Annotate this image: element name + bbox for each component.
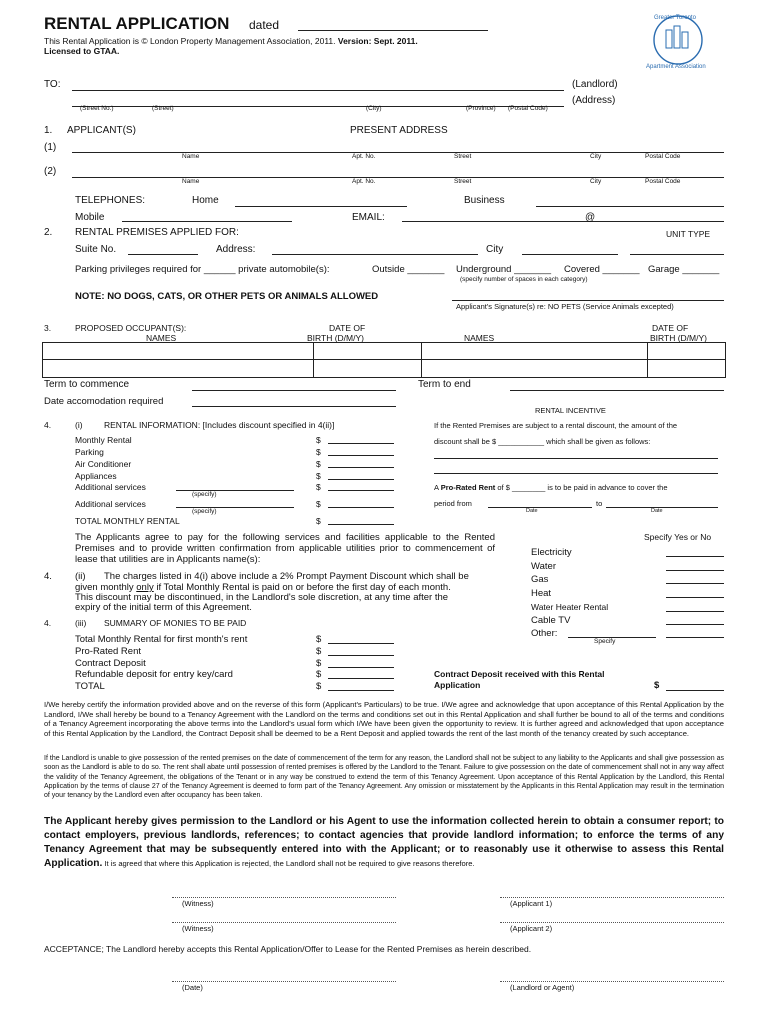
- prorated-field[interactable]: [328, 655, 394, 656]
- period-from-line[interactable]: [488, 507, 592, 508]
- applicant-2-line[interactable]: [72, 177, 724, 178]
- applicant-1-line[interactable]: [72, 152, 724, 153]
- service-heat: Heat: [531, 588, 552, 599]
- gtaa-logo-icon: [640, 10, 716, 70]
- date-label: (Date): [182, 983, 203, 992]
- permission-paragraph: [44, 814, 724, 870]
- key-deposit-field[interactable]: [328, 678, 394, 679]
- copyright-notice: This Rental Application is © London Property Management Association, 2011.: [44, 36, 336, 46]
- dollar-sign: $: [316, 634, 322, 645]
- occupants-names-right: NAMES: [464, 333, 495, 343]
- contract-deposit-field[interactable]: [328, 667, 394, 668]
- mobile-line[interactable]: [122, 221, 292, 222]
- email-line[interactable]: [402, 221, 724, 222]
- summary-row-label: TOTAL: [75, 681, 105, 692]
- occupants-dob1-right: DATE OF: [652, 323, 689, 333]
- summary-row-label: Contract Deposit: [75, 658, 146, 669]
- address-label: (Address): [572, 95, 616, 106]
- rental-info-sub: (i): [75, 420, 83, 430]
- service-cable: Cable TV: [531, 615, 571, 626]
- name-label-2: Name: [182, 178, 200, 185]
- other-specify-label: Specify: [594, 638, 616, 645]
- additional-services-2-field[interactable]: [328, 507, 394, 508]
- version-text: Version: Sept. 2011.: [337, 36, 418, 46]
- cable-field[interactable]: [666, 624, 724, 625]
- permission-normal: It is agreed that where this Application is rejected, the Landlord shall not be required to give reasons therefore.: [102, 859, 475, 868]
- possession-paragraph: If the Landlord is unable to give possession of the rented premises on the date of commencement of the term for any reason, the Landlord shall not be subject to any liability to the Applicants and shall give possession as soon as the Landlord is able to do so. The rent shall abate until possession of rented premises is offered by the Landlord to the Tenant. Failure to give possession on the date of commencement shall not in any way affect the validity of the Tenancy Agreement, the obligations of the Tenant or in any way be construed to extend the term of this Tenancy Agreement. Upon acceptance of this Rental Application by the Landlord, this Rental Application by the terms of clause 27 of the Tenancy Agreement is deemed to form part of the Tenancy Agreement. Any omission or misstatement by the Applicants in this Rental Application may result in the termination of your tenancy by the Landlord even after occupancy has been taken.: [44, 755, 724, 800]
- occupants-names-left: NAMES: [146, 333, 177, 343]
- rental-row-label: Additional services: [75, 482, 146, 492]
- incentive-line-2: discount shall be $ ___________ which shall be given as follows:: [434, 437, 651, 446]
- incentive-title: RENTAL INCENTIVE: [535, 406, 606, 415]
- discount-only: only: [136, 582, 154, 593]
- witness-2-label: (Witness): [182, 924, 214, 933]
- dated-line[interactable]: [298, 30, 488, 31]
- summary-title: SUMMARY OF MONIES TO BE PAID: [104, 618, 247, 628]
- discount-text-2a: given monthly: [75, 582, 137, 593]
- acceptance-text: ACCEPTANCE; The Landlord hereby accepts this Rental Application/Offer to Lease for the Rented Premises as herein described.: [44, 944, 532, 954]
- summary-row-label: Pro-Rated Rent: [75, 646, 142, 657]
- prorated-a: A: [434, 483, 439, 492]
- heat-field[interactable]: [666, 597, 724, 598]
- logo-text-bottom: Apartment Association: [646, 64, 706, 70]
- incentive-line-1: If the Rented Premises are subject to a rental discount, the amount of the: [434, 421, 678, 430]
- dollar-sign: $: [316, 482, 321, 492]
- term-end-label: Term to end: [418, 379, 471, 390]
- dated-label: dated: [249, 18, 280, 32]
- date-label-2: Date: [651, 508, 663, 514]
- specify-yes-no: Specify Yes or No: [644, 532, 712, 542]
- electricity-field[interactable]: [666, 556, 724, 557]
- term-end-line[interactable]: [510, 390, 724, 391]
- pets-signature-note: Applicant's Signature(s) re: NO PETS (Service Animals excepted): [456, 302, 674, 311]
- witness-2-line[interactable]: [172, 922, 396, 923]
- dollar-sign: $: [316, 516, 321, 526]
- street-label: (Street): [152, 105, 174, 112]
- landlord-signature-label: (Landlord or Agent): [510, 983, 575, 992]
- province-label: (Province): [466, 105, 496, 112]
- landlord-signature-line[interactable]: [500, 981, 724, 982]
- applicant-2-signature-line[interactable]: [500, 922, 724, 923]
- discount-sub: (ii): [75, 571, 86, 582]
- summary-num: 4.: [44, 618, 52, 628]
- specify-label-1: (specify): [192, 491, 217, 498]
- street-label-2: Street: [454, 178, 472, 185]
- dollar-sign: $: [316, 669, 322, 680]
- water-heater-field[interactable]: [666, 611, 724, 612]
- discount-text-2c: if Total Monthly Rental is paid on or before the first day of each month.: [153, 582, 451, 593]
- email-at: @: [585, 212, 596, 223]
- prorated-c: of $ ________ is to be paid in advance to cover the: [497, 483, 668, 492]
- water-field[interactable]: [666, 570, 724, 571]
- suite-line[interactable]: [128, 254, 198, 255]
- email-label: EMAIL:: [352, 212, 385, 223]
- logo-text-top: Greater Toronto: [654, 15, 696, 21]
- dollar-sign: $: [316, 447, 321, 457]
- suite-label: Suite No.: [75, 244, 117, 255]
- form-title: RENTAL APPLICATION: [44, 14, 230, 33]
- prorated-line: [434, 483, 668, 492]
- dollar-sign: $: [316, 459, 321, 469]
- occupants-table[interactable]: [42, 342, 726, 378]
- home-phone-line[interactable]: [235, 206, 407, 207]
- landlord-label: (Landlord): [572, 79, 618, 90]
- date-required-label: Date accomodation required: [44, 396, 164, 407]
- parking-field[interactable]: [328, 455, 394, 456]
- premises-num: 2.: [44, 227, 53, 238]
- landlord-line[interactable]: [72, 90, 564, 91]
- dollar-sign: $: [316, 471, 321, 481]
- underground-label: Underground _______: [456, 264, 552, 275]
- rental-row-label: Appliances: [75, 471, 117, 481]
- applicant-1-signature-line[interactable]: [500, 897, 724, 898]
- term-commence-line[interactable]: [192, 390, 396, 391]
- summary-sub: (iii): [75, 618, 87, 628]
- premises-city-line[interactable]: [522, 254, 618, 255]
- dollar-sign: $: [316, 435, 321, 445]
- first-month-field[interactable]: [328, 643, 394, 644]
- other-field[interactable]: [666, 637, 724, 638]
- parking-label: Parking privileges required for ______ private automobile(s):: [75, 264, 330, 275]
- applicants-num: 1.: [44, 125, 53, 136]
- rental-info-title: RENTAL INFORMATION: [Includes discount specified in 4(ii)]: [104, 420, 335, 430]
- licensed-text: Licensed to GTAA.: [44, 46, 120, 56]
- premises-title: RENTAL PREMISES APPLIED FOR:: [75, 227, 239, 238]
- air-conditioner-field[interactable]: [328, 467, 394, 468]
- witness-1-line[interactable]: [172, 897, 396, 898]
- additional-services-1-field[interactable]: [328, 490, 394, 491]
- occupants-dob2-right: BIRTH (D/M/Y): [650, 333, 707, 343]
- unit-type-label: UNIT TYPE: [666, 229, 711, 239]
- service-water-heater: Water Heater Rental: [531, 602, 609, 612]
- discount-num: 4.: [44, 571, 52, 582]
- deposit-received-label: Contract Deposit received with this Rental: [434, 669, 605, 679]
- services-paragraph: The Applicants agree to pay for the following services and facilities applicable to the Rented Premises and to provide written confirmation from applicable utilities prior to commencement of lease that utilities are in Applicants name(s):: [75, 532, 495, 565]
- street-no-label: (Street No.): [80, 105, 114, 112]
- table-divider: [313, 343, 314, 377]
- occupants-dob2-left: BIRTH (D/M/Y): [307, 333, 364, 343]
- rental-info-num: 4.: [44, 420, 52, 430]
- postal-label-1: Postal Code: [645, 153, 681, 160]
- premises-city-label: City: [486, 244, 504, 255]
- unit-type-line[interactable]: [630, 254, 724, 255]
- discount-text-4: expiry of the initial term of this Agreement.: [75, 602, 252, 613]
- date-required-line[interactable]: [192, 406, 396, 407]
- business-phone-line[interactable]: [536, 206, 724, 207]
- service-electricity: Electricity: [531, 547, 572, 558]
- total-monthly-field[interactable]: [328, 524, 394, 525]
- no-pets-note: NOTE: NO DOGS, CATS, OR OTHER PETS OR ANIMALS ALLOWED: [75, 291, 379, 302]
- postal-label-2: Postal Code: [645, 178, 681, 185]
- covered-label: Covered _______: [564, 264, 640, 275]
- street-label-1: Street: [454, 153, 472, 160]
- premises-address-label: Address:: [216, 244, 256, 255]
- postal-label: (Postal Code): [508, 105, 548, 112]
- occupants-dob1-left: DATE OF: [329, 323, 366, 333]
- specify-label-2: (specify): [192, 508, 217, 515]
- city-label: (City): [366, 105, 382, 112]
- applicant-2-signature-label: (Applicant 2): [510, 924, 553, 933]
- city-label-1: City: [590, 153, 602, 160]
- business-label: Business: [464, 195, 505, 206]
- service-water: Water: [531, 561, 556, 572]
- certify-paragraph: I/We hereby certify the information provided above and on the reverse of this form (Applicant's Particulars) to be true. I/We agree and acknowledge that upon acceptance of this Rental Application by the Landlord, I/We shall hereby be bound to a Tenancy Agreement with the Landlord on the terms and conditions set out in this Rental Application and shall further be bound to all of the terms and conditions of a Tenancy Agreement incorporating the above terms into the Landlord's usual form which I/We have been given the opportunity to review. It is further agreed and acknowledged that upon acceptance of this Rental Application by the Landlord, the Contract Deposit shall be deemed to be a Rent Deposit and applied towards the rent of the last month of the tenancy created by such acceptance.: [44, 700, 724, 738]
- apt-label-2: Apt. No.: [352, 178, 376, 185]
- dollar-sign: $: [316, 646, 322, 657]
- permission-bold: The Applicant hereby gives permission to the Landlord or his Agent to use the information collected herein to obtain a consumer report; to contact employers, previous landlords, references; to contact agencies that provide landlord information; to enforce the terms of any Tenancy Agreement that may be subsequently entered into with the Applicant; or to reasonably use it otherwise to assess this Rental Application.: [44, 816, 724, 869]
- deposit-application-label: Application: [434, 680, 481, 690]
- dollar-sign: $: [316, 658, 322, 669]
- appliances-field[interactable]: [328, 479, 394, 480]
- apt-label-1: Apt. No.: [352, 153, 376, 160]
- table-divider: [647, 343, 648, 377]
- rental-row-label: Parking: [75, 447, 104, 457]
- incentive-detail-line-1[interactable]: [434, 458, 718, 459]
- dollar-sign: $: [316, 681, 322, 692]
- applicant-1-signature-label: (Applicant 1): [510, 899, 553, 908]
- garage-label: Garage _______: [648, 264, 720, 275]
- occupants-title: PROPOSED OCCUPANT(S):: [75, 323, 187, 333]
- home-label: Home: [192, 195, 219, 206]
- name-label-1: Name: [182, 153, 200, 160]
- mobile-label: Mobile: [75, 212, 105, 223]
- witness-1-label: (Witness): [182, 899, 214, 908]
- date-label-1: Date: [526, 508, 538, 514]
- rental-row-label: Monthly Rental: [75, 435, 132, 445]
- deposit-received-field[interactable]: [666, 690, 724, 691]
- deposit-dollar: $: [654, 680, 660, 691]
- pets-signature-line[interactable]: [452, 300, 724, 301]
- table-divider: [421, 343, 422, 377]
- monthly-rental-field[interactable]: [328, 443, 394, 444]
- present-address-title: PRESENT ADDRESS: [350, 125, 448, 136]
- date-line[interactable]: [172, 981, 396, 982]
- gas-field[interactable]: [666, 583, 724, 584]
- dollar-sign: $: [316, 499, 321, 509]
- city-label-2: City: [590, 178, 602, 185]
- premises-address-line[interactable]: [272, 254, 478, 255]
- gtaa-logo: [640, 10, 716, 70]
- to-label: TO:: [44, 79, 61, 90]
- period-to-label: to: [596, 499, 603, 508]
- term-commence-label: Term to commence: [44, 379, 130, 390]
- service-gas: Gas: [531, 574, 549, 585]
- applicants-title: APPLICANT(S): [67, 125, 136, 136]
- table-row-divider: [43, 359, 725, 360]
- occupants-num: 3.: [44, 323, 52, 333]
- discount-text-1: The charges listed in 4(i) above include a 2% Prompt Payment Discount which shall be: [104, 571, 469, 582]
- incentive-detail-line-2[interactable]: [434, 473, 718, 474]
- summary-row-label: Total Monthly Rental for first month's rent: [75, 634, 248, 645]
- copyright-text: [44, 36, 418, 46]
- applicant-row-2: (2): [44, 166, 57, 177]
- period-from-label: period from: [434, 499, 472, 508]
- additional-services-2-label: Additional services: [75, 499, 146, 509]
- telephones-label: TELEPHONES:: [75, 195, 146, 206]
- summary-row-label: Refundable deposit for entry key/card: [75, 669, 233, 680]
- total-monthly-label: TOTAL MONTHLY RENTAL: [75, 516, 180, 526]
- outside-label: Outside _______: [372, 264, 445, 275]
- discount-text-3: This discount may be discontinued, in the Landlord's sole discretion, at any time after the: [75, 592, 449, 603]
- service-other: Other:: [531, 628, 558, 639]
- applicant-row-1: (1): [44, 142, 57, 153]
- prorated-rent-label: Pro-Rated Rent: [440, 483, 496, 492]
- spaces-note: (specify number of spaces in each category): [460, 276, 588, 283]
- rental-row-label: Air Conditioner: [75, 459, 132, 469]
- total-field[interactable]: [328, 690, 394, 691]
